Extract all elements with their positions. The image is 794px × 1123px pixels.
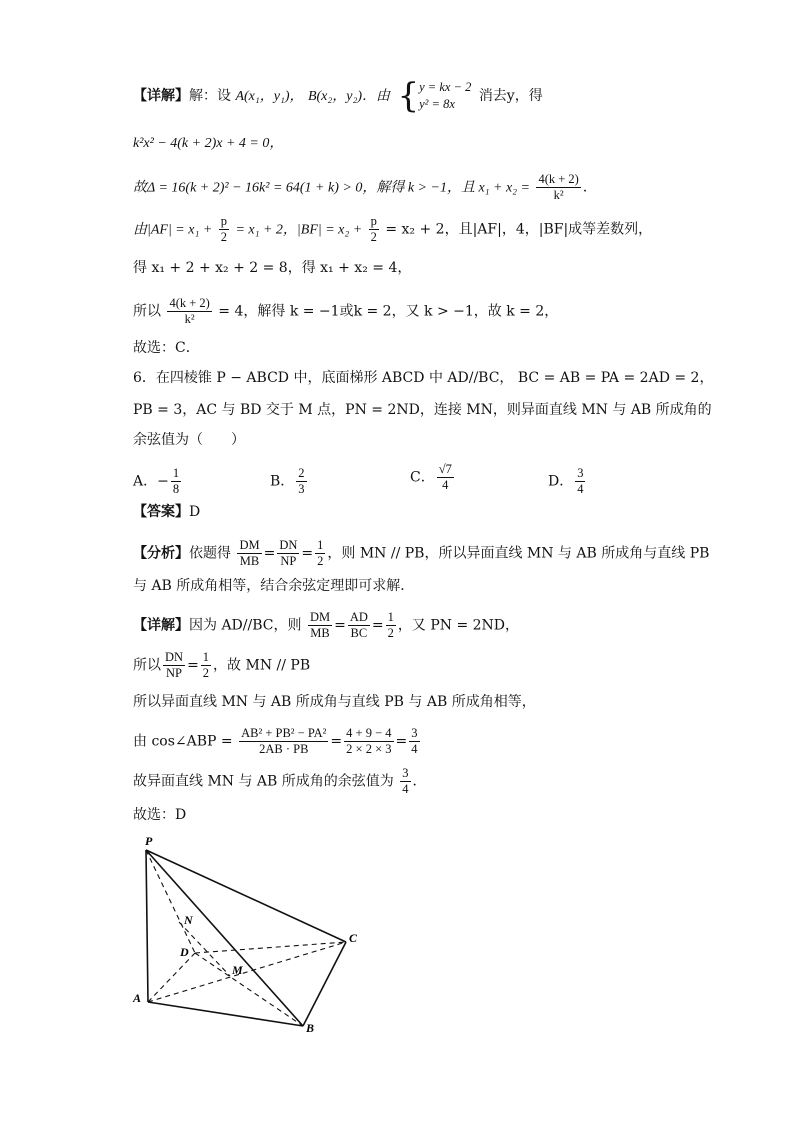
numerator: AD <box>349 610 368 624</box>
text: ，又 PN = 2ND， <box>397 617 520 634</box>
edge-ab <box>148 1002 303 1026</box>
fraction <box>386 610 396 641</box>
text: 所以 <box>133 303 161 320</box>
final-choice-line: 故选：D <box>133 807 187 823</box>
option-d <box>548 466 587 497</box>
answer-tag: 【答案】 <box>133 504 189 520</box>
fraction <box>201 650 211 681</box>
detail2-line-1: 【详解】因为 AD//BC，则 $\frac{DM}{MB}$ = $\frac{AD}{BC}$ = $\frac{1}{2}$ ，又 PN = 2ND， <box>133 610 520 640</box>
numerator: 2 <box>298 466 305 480</box>
numerator: 4 + 9 − 4 <box>346 726 392 740</box>
option-c <box>410 462 456 493</box>
option-a <box>133 466 183 497</box>
edge-db <box>195 953 303 1026</box>
denominator: NP <box>166 666 183 680</box>
text: ，则 MN // PB，所以异面直线 MN 与 AB 所成角与直线 PB <box>327 545 710 562</box>
numerator: 1 <box>317 538 324 552</box>
fraction <box>239 726 328 757</box>
numerator: 3 <box>577 466 584 480</box>
numerator: DN <box>165 650 184 664</box>
denominator: 2 <box>202 666 210 680</box>
text: 依题得 <box>189 545 231 562</box>
equation-line: k²x² − 4(k + 2)x + 4 = 0， <box>133 136 284 151</box>
numerator: 4(k + 2) <box>169 296 210 310</box>
denominator: 4 <box>402 782 409 796</box>
question-line-2: PB = 3，AC 与 BD 交于 M 点，PN = 2ND，连接 MN，则异面直线 MN 与 AB 所成角的 <box>133 402 712 418</box>
numerator: √7 <box>438 462 452 476</box>
edge-dc <box>195 942 346 953</box>
label-m: M <box>232 963 243 977</box>
text: 故Δ = 16(k + 2)² − 16k² = 64(1 + k) > 0，解得 k > −1，且 x₁ + x₂ = <box>133 180 530 196</box>
text: = <box>263 545 276 562</box>
text: 故异面直线 MN 与 AB 所成角的余弦值为 <box>133 773 394 790</box>
answer-line <box>133 502 200 522</box>
detail-tag: 【详解】 <box>133 88 189 104</box>
numerator: 1 <box>172 466 180 480</box>
cosine-line: 由 cos∠ABP = $\frac{\text{AB² + PB² − PA²}}{2AB \cdot PB}$ = $\frac{4 + 9 - 4}{2 \times 2 \times 3}$ = $\frac{3}{4}$ <box>133 726 418 756</box>
answer-value: D <box>189 504 201 520</box>
denominator: NP <box>280 554 297 568</box>
detail-tag: 【详解】 <box>133 617 189 634</box>
text: ． <box>582 179 597 196</box>
edge-pd <box>146 850 195 953</box>
text: = <box>301 545 314 562</box>
solve-k-line <box>133 296 558 327</box>
option-b <box>270 466 309 497</box>
question-line-1: 6．在四棱锥 P − ABCD 中，底面梯形 ABCD 中 AD//BC， BC = AB = PA = 2AD = 2， <box>133 370 714 386</box>
option-label: B． <box>270 473 295 490</box>
denominator: MB <box>310 626 330 640</box>
fraction <box>369 214 379 245</box>
fraction <box>163 650 185 681</box>
detail-line-1 <box>133 78 543 114</box>
edge-pb <box>146 850 303 1026</box>
analysis-tag: 【分析】 <box>133 545 189 562</box>
text: 由|AF| = x₁ + <box>133 222 213 238</box>
numerator: 1 <box>387 610 394 624</box>
denominator: 8 <box>172 482 180 496</box>
fraction <box>171 466 181 497</box>
denominator: 2 <box>220 230 227 244</box>
fraction <box>409 726 419 757</box>
text: 所以 <box>133 657 161 674</box>
denominator: k² <box>184 312 195 326</box>
numerator: AB² + PB² − PA² <box>241 726 327 740</box>
choice-line: 故选：C． <box>133 340 200 356</box>
fraction <box>344 726 393 757</box>
label-p: P <box>145 834 153 848</box>
denominator: 3 <box>298 482 305 496</box>
fraction <box>219 214 229 245</box>
edge-ac <box>148 942 346 1002</box>
equation-system: { y = kx − 2 y² = 8x <box>397 76 472 116</box>
denominator: 4 <box>442 478 449 492</box>
conclusion-line <box>133 766 427 797</box>
denominator: 4 <box>411 742 418 756</box>
numerator: DN <box>279 538 298 552</box>
text: = x₁ + 2，|BF| = x₂ + <box>235 222 363 238</box>
option-label: A． <box>133 473 158 490</box>
text: = x₂ + 2，且|AF|，4，|BF|成等差数列， <box>385 221 653 238</box>
fraction <box>437 462 454 493</box>
pyramid-figure <box>128 832 388 1042</box>
edge-pa <box>146 850 148 1002</box>
denominator: BC <box>350 626 368 640</box>
question-line-3: 余弦值为（ ） <box>133 432 245 448</box>
text: = 4，解得 k = −1或k = 2，又 k > −1，故 k = 2， <box>218 303 559 320</box>
text: 因为 AD//BC，则 <box>189 617 302 634</box>
fraction <box>536 172 580 203</box>
numerator: DM <box>309 610 331 624</box>
text: 消去y，得 <box>478 88 543 104</box>
text: ． <box>412 773 427 790</box>
sign: − <box>157 473 169 490</box>
equation-row: y = kx − 2 <box>419 80 472 94</box>
denominator: 2 × 2 × 3 <box>346 742 392 756</box>
option-label: D． <box>548 473 574 490</box>
fraction <box>277 538 299 569</box>
denominator: 2 <box>317 554 324 568</box>
numerator: 4(k + 2) <box>538 172 579 186</box>
fraction <box>167 296 211 327</box>
option-label: C． <box>410 469 435 486</box>
fraction <box>315 538 325 569</box>
analysis-line-1 <box>133 538 709 569</box>
sum-line: 得 x₁ + 2 + x₂ + 2 = 8，得 x₁ + x₂ = 4， <box>133 260 412 276</box>
label-a: A <box>133 991 142 1005</box>
denominator: 4 <box>577 482 584 496</box>
label-d: D <box>180 945 189 959</box>
edge-pc <box>146 850 346 942</box>
numerator: p <box>220 214 227 228</box>
point-b-coords: B(x₂，y₂)．由 <box>307 89 390 104</box>
denominator: 2AB · PB <box>259 742 309 756</box>
edge-ad <box>148 953 195 1002</box>
label-c: C <box>349 931 358 945</box>
fraction <box>296 466 306 497</box>
denominator: MB <box>239 554 260 568</box>
text: 解：设 <box>189 88 231 104</box>
numerator: p <box>370 214 377 228</box>
equation-row: y² = 8x <box>419 97 455 111</box>
fraction <box>400 766 410 797</box>
fraction <box>348 610 370 641</box>
denominator: 2 <box>370 230 377 244</box>
fraction <box>237 538 261 569</box>
text: 由 cos∠ABP = <box>133 733 233 750</box>
fraction <box>308 610 332 641</box>
numerator: 3 <box>411 726 418 740</box>
focal-distance-line <box>133 214 652 245</box>
denominator: k² <box>553 188 564 202</box>
denominator: 2 <box>387 626 394 640</box>
detail2-line-3: 所以异面直线 MN 与 AB 所成角与直线 PB 与 AB 所成角相等， <box>133 694 536 710</box>
label-n: N <box>184 913 193 927</box>
analysis-line-2: 与 AB 所成角相等，结合余弦定理即可求解． <box>133 578 415 594</box>
edge-bc <box>303 942 346 1026</box>
text: ，故 MN // PB <box>213 657 311 674</box>
point-a-coords: A(x₁，y₁)， <box>235 89 304 104</box>
fraction <box>575 466 585 497</box>
numerator: 1 <box>202 650 210 664</box>
detail2-line-2: 所以 $\frac{DN}{NP}$ = $\frac{1}{2}$ ，故 MN // PB <box>133 650 311 680</box>
discriminant-line <box>133 172 597 203</box>
numerator: 3 <box>402 766 409 780</box>
numerator: DM <box>239 538 260 552</box>
label-b: B <box>306 1021 315 1035</box>
